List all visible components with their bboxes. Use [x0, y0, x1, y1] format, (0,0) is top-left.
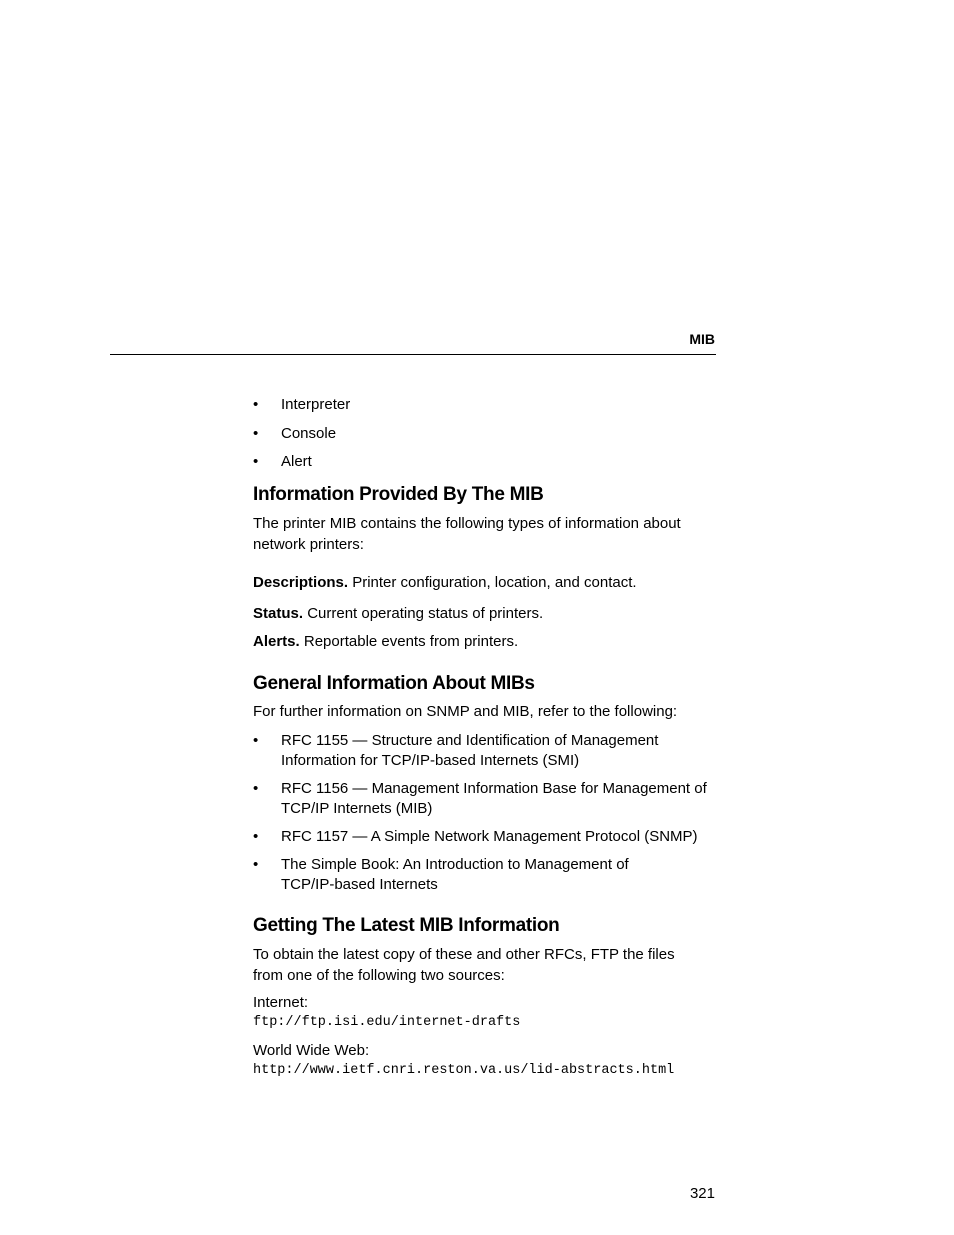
section-intro: The printer MIB contains the following types of information about network printers: — [253, 515, 681, 553]
section-heading-general-info: General Information About MIBs — [253, 673, 535, 694]
definition-term: Status. — [253, 605, 304, 622]
section-intro: For further information on SNMP and MIB, refer to the following: — [253, 703, 678, 720]
section-heading-latest-mib: Getting The Latest MIB Information — [253, 915, 560, 936]
page-number: 321 — [689, 1185, 715, 1202]
list-item: • RFC 1157 — A Simple Network Management Protocol (SNMP) — [253, 828, 698, 845]
definition-term: Descriptions. — [253, 574, 349, 591]
section-intro: To obtain the latest copy of these and other RFCs, FTP the files from one of the following two sources: — [253, 946, 675, 984]
list-item: • RFC 1155 — Structure and Identification of Management Information for TCP/IP-based Internets (SMI) — [253, 732, 659, 769]
header-divider — [110, 354, 716, 355]
bullet-icon: • — [253, 828, 259, 845]
reference-list — [253, 731, 718, 895]
source-label-internet: Internet: — [253, 994, 309, 1011]
ftp-link[interactable]: ftp://ftp.isi.edu/internet-drafts — [253, 1015, 521, 1030]
list-item: • The Simple Book: An Introduction to Management of TCP/IP-based Internets — [253, 856, 629, 893]
running-header: MIB — [689, 331, 715, 347]
definition-list — [253, 573, 723, 652]
intro-list — [253, 395, 723, 472]
list-item: • Alert — [253, 453, 312, 470]
definition-item: Descriptions. Printer configuration, location, and contact. — [253, 574, 637, 591]
definition-item: Alerts. Reportable events from printers. — [253, 633, 519, 650]
list-item: • Interpreter — [253, 396, 351, 413]
page-content — [253, 395, 723, 1081]
bullet-icon: • — [253, 732, 259, 749]
list-item: • Console — [253, 424, 337, 442]
bullet-icon: • — [253, 396, 259, 413]
section-heading-info-provided: Information Provided By The MIB — [253, 484, 544, 505]
bullet-icon: • — [253, 856, 259, 873]
list-item: • RFC 1156 — Management Information Base for Management of TCP/IP Internets (MIB) — [253, 780, 707, 817]
source-label-www: World Wide Web: — [253, 1042, 370, 1059]
bullet-icon: • — [253, 780, 259, 797]
bullet-icon: • — [253, 424, 259, 442]
definition-item: Status. Current operating status of printers. — [253, 605, 544, 622]
www-link[interactable]: http://www.ietf.cnri.reston.va.us/lid-abstracts.html — [253, 1063, 675, 1078]
definition-term: Alerts. — [253, 633, 300, 650]
bullet-icon: • — [253, 453, 259, 470]
